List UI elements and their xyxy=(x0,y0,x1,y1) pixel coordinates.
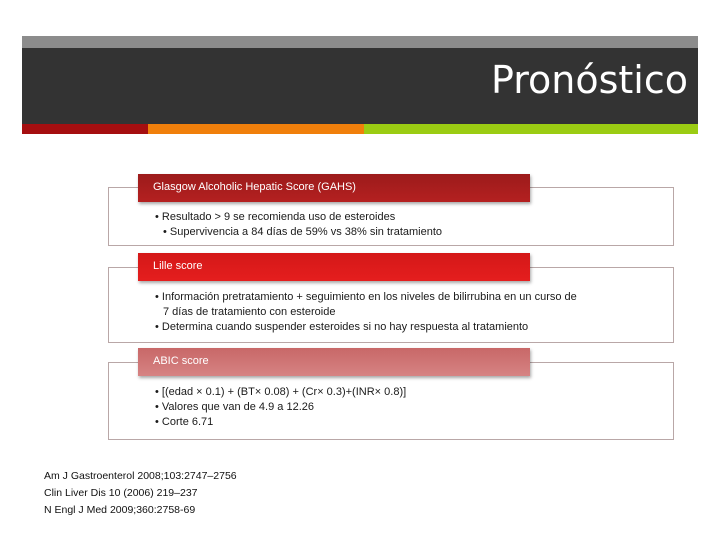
accent-orange-segment xyxy=(148,124,364,134)
list-item: • Información pretratamiento + seguimiento en los niveles de bilirrubina en un curso de xyxy=(155,291,577,303)
title-band xyxy=(22,48,698,124)
reference-line: Clin Liver Dis 10 (2006) 219–237 xyxy=(44,487,198,499)
section-lille-body xyxy=(155,290,577,335)
section-gahs-header: Glasgow Alcoholic Hepatic Score (GAHS) xyxy=(138,174,530,202)
section-gahs-body xyxy=(155,210,442,240)
list-item: • Supervivencia a 84 días de 59% vs 38% sin tratamiento xyxy=(163,226,443,238)
accent-bar xyxy=(22,124,698,134)
slide-title: Pronóstico xyxy=(490,58,688,102)
list-item: • Resultado > 9 se recomienda uso de esteroides xyxy=(155,211,396,223)
top-strip xyxy=(22,36,698,48)
list-item: • Determina cuando suspender esteroides si no hay respuesta al tratamiento xyxy=(155,321,529,333)
reference-line: N Engl J Med 2009;360:2758-69 xyxy=(44,504,196,516)
list-item: • [(edad × 0.1) + (BT× 0.08) + (Cr× 0.3)+(INR× 0.8)] xyxy=(155,386,407,398)
section-abic-body xyxy=(155,385,406,430)
accent-red-segment xyxy=(22,124,148,134)
list-item: • Corte 6.71 xyxy=(155,416,214,428)
list-item-continuation: 7 días de tratamiento con esteroide xyxy=(163,306,336,318)
accent-green-segment xyxy=(364,124,698,134)
list-item: • Valores que van de 4.9 a 12.26 xyxy=(155,401,314,413)
references xyxy=(44,468,237,519)
section-abic-header: ABIC score xyxy=(138,348,530,376)
reference-line: Am J Gastroenterol 2008;103:2747–2756 xyxy=(44,470,237,482)
section-lille-header: Lille score xyxy=(138,253,530,281)
